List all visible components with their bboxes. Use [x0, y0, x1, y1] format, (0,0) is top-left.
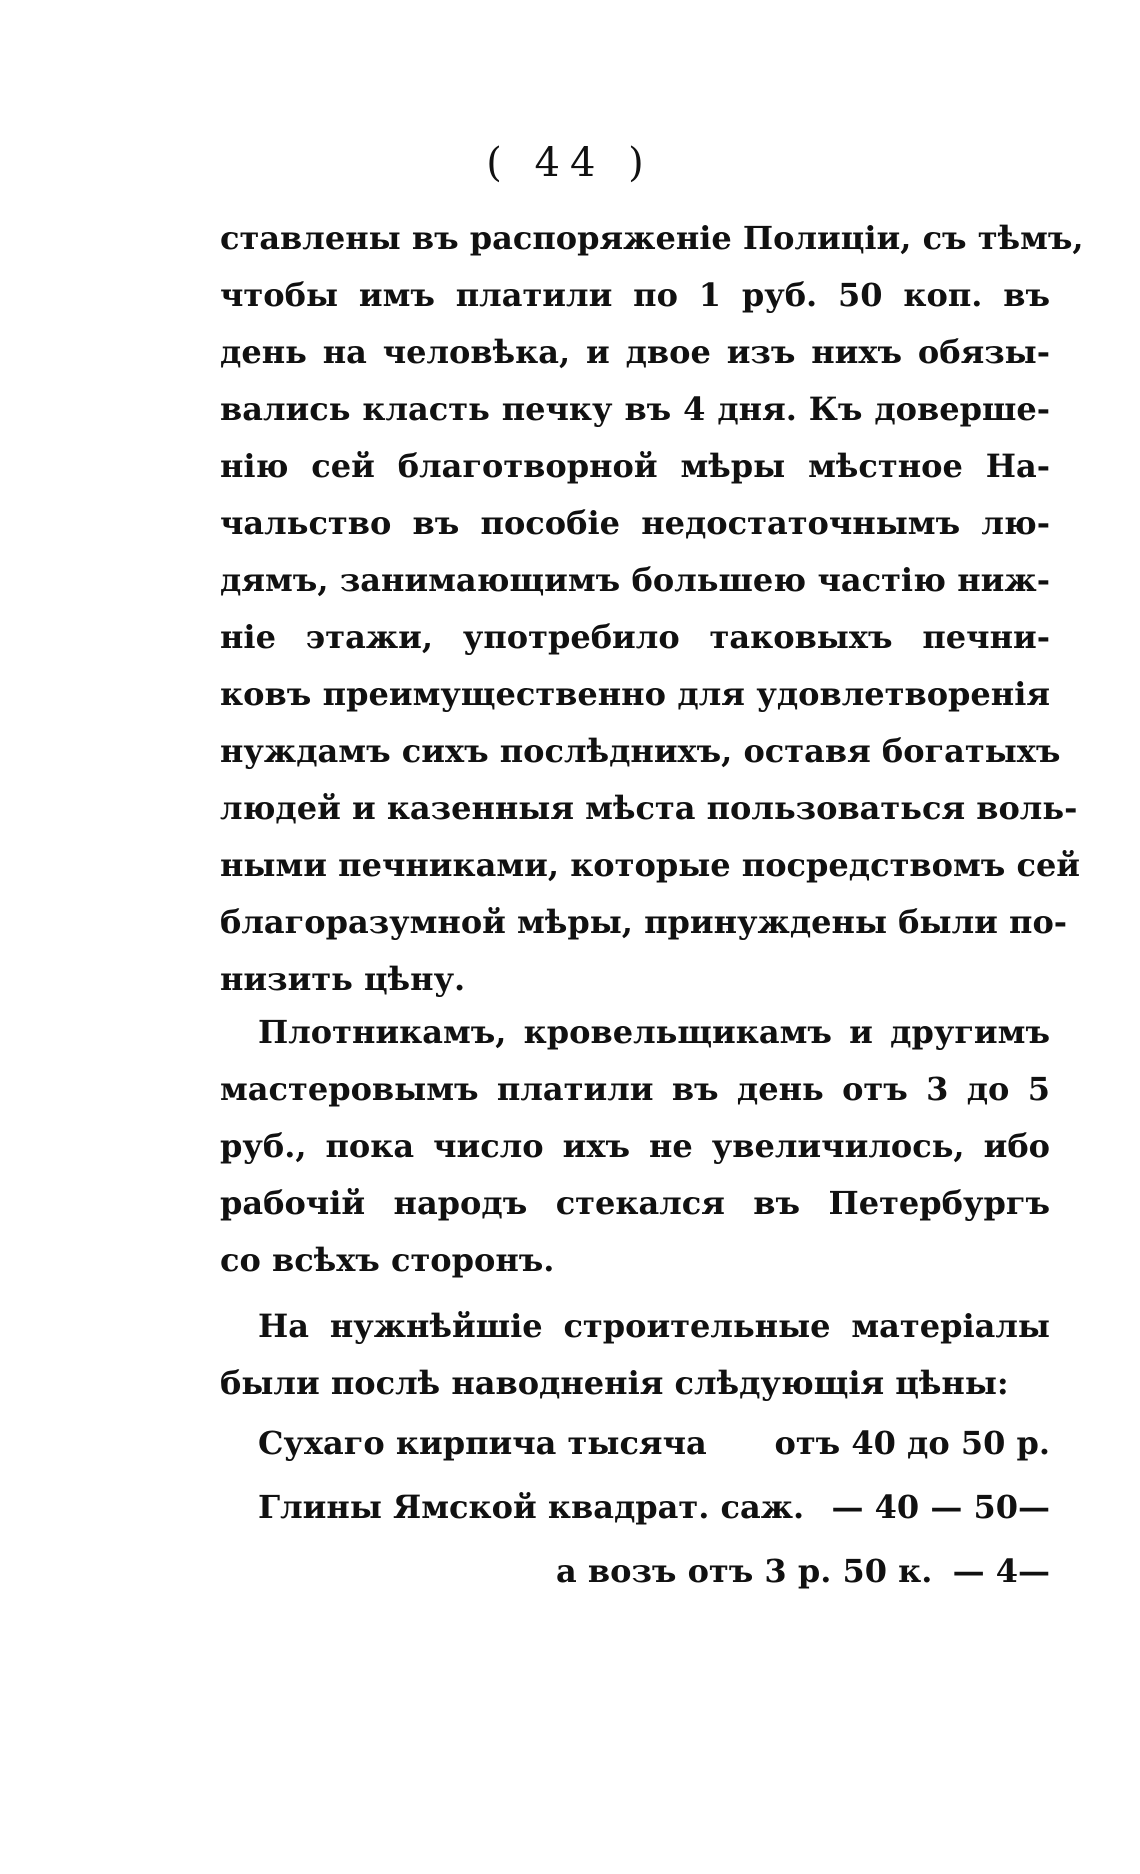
- page-number: ( 44 ): [486, 140, 654, 186]
- text-line: людей и казенныя мѣста пользоваться воль-: [220, 789, 1078, 827]
- price-item-value: отъ 40 до 50 р.: [774, 1424, 1050, 1462]
- text-line: ными печниками, которые посредствомъ сей: [220, 846, 1081, 884]
- price-item-name: а возъ отъ 3 р. 50 к.: [556, 1552, 933, 1590]
- text-line: ковъ преимущественно для удовлетворенія: [220, 675, 1050, 713]
- text-line: дямъ, занимающимъ большею частію ниж-: [220, 561, 1050, 599]
- price-item-name: Глины Ямской квадрат. саж.: [258, 1488, 805, 1526]
- text-line: чальство въ пособіе недостаточнымъ лю-: [220, 504, 1050, 542]
- text-line: нію сей благотворной мѣры мѣстное На-: [220, 447, 1050, 485]
- text-line: благоразумной мѣры, принуждены были по-: [220, 903, 1068, 941]
- text-line: руб., пока число ихъ не увеличилось, ибо: [220, 1127, 1050, 1165]
- text-line: рабочій народъ стекался въ Петербургъ: [220, 1184, 1050, 1222]
- text-line: со всѣхъ сторонъ.: [220, 1241, 555, 1279]
- paragraph-3: [220, 1298, 1050, 1412]
- text-line: нуждамъ сихъ послѣднихъ, оставя богатыхъ: [220, 732, 1061, 770]
- text-line: ставлены въ распоряженіе Полиціи, съ тѣмъ,: [220, 219, 1084, 257]
- paragraph-1: [220, 210, 1084, 1008]
- price-item-name: Сухаго кирпича тысяча: [258, 1424, 707, 1462]
- text-line: На нужнѣйшіе строительные матеріалы: [258, 1307, 1050, 1345]
- text-line: низить цѣну.: [220, 960, 466, 998]
- text-line: вались класть печку въ 4 дня. Къ доверше-: [220, 390, 1050, 428]
- text-line: день на человѣка, и двое изъ нихъ обязы-: [220, 333, 1050, 371]
- text-line: мастеровымъ платили въ день отъ 3 до 5: [220, 1070, 1050, 1108]
- price-item-value: — 4—: [952, 1552, 1050, 1590]
- text-line: были послѣ наводненія слѣдующія цѣны:: [220, 1364, 1009, 1402]
- price-item-value: — 40 — 50—: [831, 1488, 1050, 1526]
- paragraph-2: [220, 1004, 1050, 1289]
- text-line: ніе этажи, употребило таковыхъ печни-: [220, 618, 1050, 656]
- text-line: чтобы имъ платили по 1 руб. 50 коп. въ: [220, 276, 1050, 314]
- text-line: Плотникамъ, кровельщикамъ и другимъ: [258, 1013, 1050, 1051]
